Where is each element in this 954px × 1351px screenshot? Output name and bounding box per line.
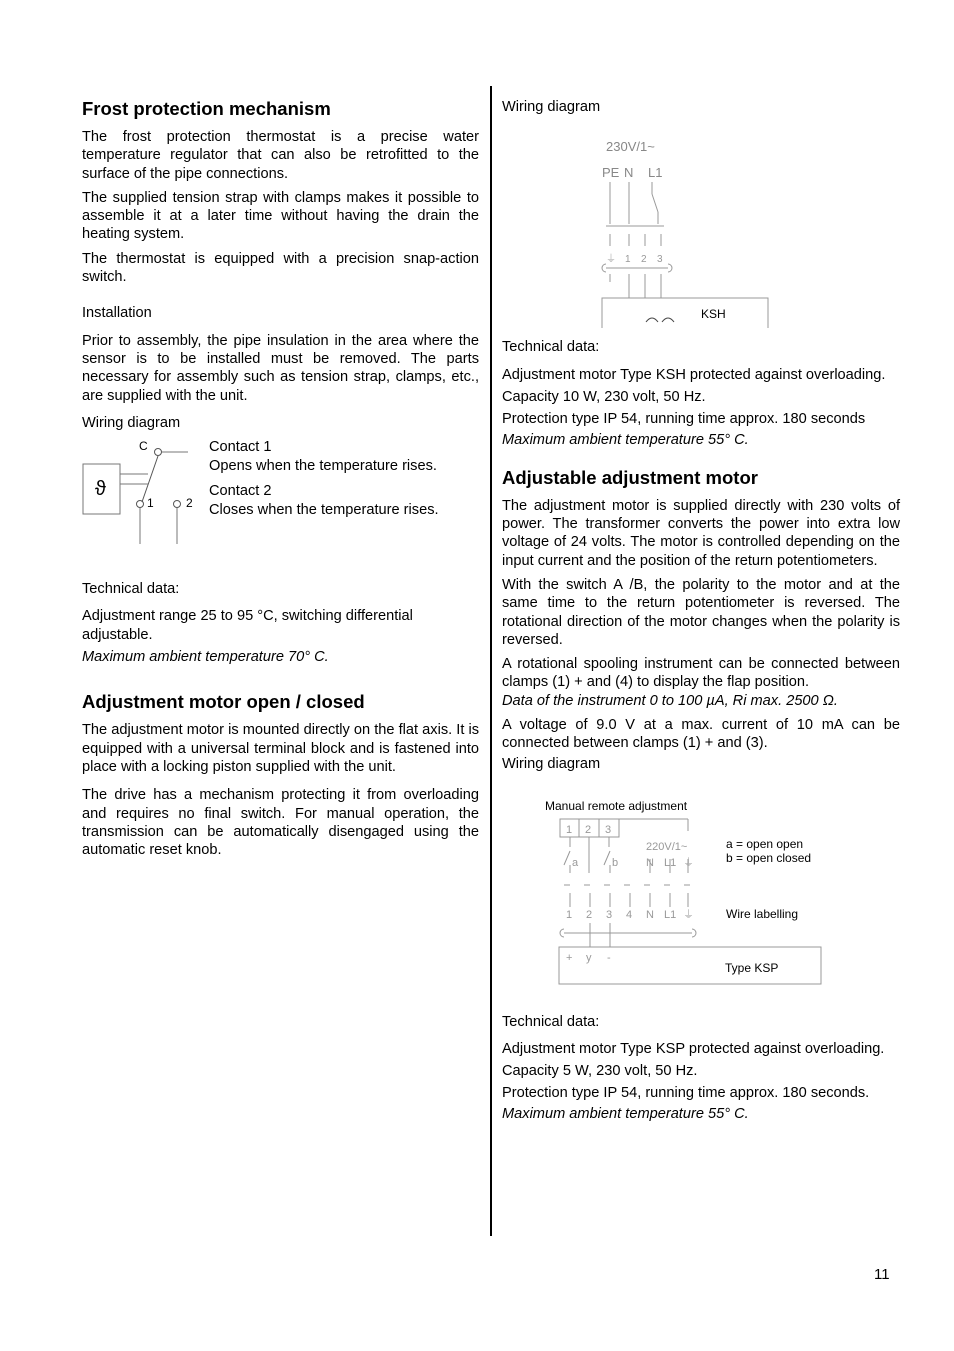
wire-4: 4: [626, 908, 633, 921]
ksp-wiring-block: [502, 773, 900, 1005]
svg-text:⏚: ⏚: [606, 254, 616, 266]
wire-l1: L1: [664, 908, 677, 921]
wiring-diagram-label-ksh: Wiring diagram: [502, 99, 601, 115]
thermostat-diagram: [82, 432, 202, 557]
wire-n: N: [646, 908, 654, 921]
adjustable-paragraph-3: A rotational spooling instrument can be connected between clamps (1) + and (4) to display the flap position.: [502, 656, 900, 691]
l1-label: L1: [648, 165, 663, 181]
minus-label: -: [607, 951, 611, 964]
frost-paragraph-3: The thermostat is equipped with a precision snap-action switch.: [82, 250, 479, 286]
motor-paragraph-1: The adjustment motor is mounted directly on the flat axis. It is equipped with a universal terminal block and is fastened into place with a locking piston supplied with the unit.: [82, 722, 479, 775]
tech-data-label: Technical data:: [82, 581, 180, 598]
terminal-1: 1: [625, 254, 631, 266]
wiring-diagram-label-ksp: Wiring diagram: [502, 755, 601, 772]
tech-data-label-ksh: Technical data:: [502, 339, 600, 356]
terminal-2: 2: [641, 254, 647, 266]
key-2: 2: [585, 823, 592, 836]
adjustable-paragraph-5: A voltage of 9.0 V at a max. current of 10 mA can be connected between clamps (1) + and (3).: [502, 717, 900, 752]
key-1: 1: [566, 823, 573, 836]
ksp-spec-1: Adjustment motor Type KSP protected against overloading.: [502, 1041, 885, 1058]
adjustable-paragraph-1: The adjustment motor is supplied directly with 230 volts of power. The transformer converts the power into extra low voltage of 24 volts. The motor is controlled depending on the input current and the position of the return potentiometers.: [502, 497, 900, 569]
left-column: [82, 88, 479, 859]
ksh-spec-4: Maximum ambient temperature 55° C.: [502, 432, 749, 449]
contact-2-title: Contact 2: [209, 483, 272, 500]
page-number: 11: [874, 1266, 890, 1283]
manual-remote-label: Manual remote adjustment: [545, 798, 688, 813]
right-column: [502, 88, 900, 1123]
ksp-spec-2: Capacity 5 W, 230 volt, 50 Hz.: [502, 1062, 698, 1079]
wire-3: 3: [606, 908, 613, 921]
n-label: N: [624, 165, 634, 181]
motor-symbol-icon: [646, 318, 674, 322]
tech-data-ambient: Maximum ambient temperature 70° C.: [82, 649, 329, 666]
motor-paragraph-2: The drive has a mechanism protecting it from overloading and requires no final switch. For manual operation, the transmission can be automatically disengaged using the automatic reset knob.: [82, 787, 479, 859]
contact-1-desc: Opens when the temperature rises.: [209, 457, 437, 474]
switch-b-label: b: [612, 856, 619, 869]
y-label: y: [586, 951, 592, 964]
frost-paragraph-2: The supplied tension strap with clamps makes it possible to assemble it at a later time without having the drain the heating system.: [82, 189, 479, 243]
label-1: 1: [147, 496, 154, 511]
plus-label: +: [566, 951, 573, 964]
contact-descriptions: [209, 438, 479, 519]
tech-data-label-ksp: Technical data:: [502, 1013, 600, 1030]
supply-label: 230V/1~: [606, 139, 655, 155]
adjustable-paragraph-4: Data of the instrument 0 to 100 µA, Ri max. 2500 Ω.: [502, 692, 838, 709]
ksp-supply-label: 220V/1~: [646, 840, 688, 853]
ksh-spec-2: Capacity 10 W, 230 volt, 50 Hz.: [502, 388, 706, 405]
contact-1-title: Contact 1: [209, 439, 272, 456]
label-2: 2: [186, 496, 193, 511]
label-c: C: [139, 439, 148, 454]
wiring-diagram-label: Wiring diagram: [82, 414, 181, 431]
wire-2: 2: [586, 908, 593, 921]
ksh-box-label: KSH: [701, 307, 726, 322]
ksp-spec-4: Maximum ambient temperature 55° C.: [502, 1106, 749, 1123]
ksp-spec-3: Protection type IP 54, running time approx. 180 seconds.: [502, 1084, 870, 1101]
contact-2-desc: Closes when the temperature rises.: [209, 502, 439, 519]
ksp-l1-label: L1: [664, 856, 677, 869]
pe-label: PE: [602, 165, 620, 181]
svg-text:⏚: ⏚: [683, 856, 694, 869]
switch-a-label: a: [572, 856, 579, 869]
adjustable-heading: Adjustable adjustment motor: [502, 466, 758, 488]
svg-text:⏚: ⏚: [683, 908, 694, 921]
ksh-wiring-block: [502, 116, 900, 328]
installation-paragraph: Prior to assembly, the pipe insulation in the area where the sensor is to be installed must be removed. The parts necessary for assembly such as tension strap, clamps, etc., are supplied with the unit.: [82, 332, 479, 404]
column-divider: [490, 86, 492, 1236]
ksh-spec-1: Adjustment motor Type KSH protected against overloading.: [502, 366, 886, 383]
legend-b: b = open closed: [726, 850, 812, 865]
thermostat-wiring-block: [82, 432, 479, 562]
wire-labelling: Wire labelling: [726, 906, 799, 921]
ksh-spec-3: Protection type IP 54, running time approx. 180 seconds: [502, 411, 866, 428]
theta-symbol: ϑ: [95, 478, 106, 501]
adjustable-paragraph-2: With the switch A /B, the polarity to the motor and at the same time to the return potentiometer is reversed. The rotational direction of the motor changes when the polarity is reversed.: [502, 576, 900, 648]
key-3: 3: [605, 823, 612, 836]
frost-paragraph-1: The frost protection thermostat is a precise water temperature regulator that can also be retrofitted to the surface of the pipe connections.: [82, 129, 479, 182]
installation-label: Installation: [82, 305, 152, 322]
legend-a: a = open open: [726, 836, 804, 851]
tech-data-range: Adjustment range 25 to 95 °C, switching differential adjustable.: [82, 608, 413, 643]
frost-heading: Frost protection mechanism: [82, 98, 331, 119]
type-ksp-label: Type KSP: [725, 960, 779, 975]
ksp-diagram: [502, 773, 900, 1003]
ksh-diagram: [502, 116, 782, 328]
wire-1: 1: [566, 908, 573, 921]
terminal-3: 3: [657, 254, 663, 266]
ksp-n-label: N: [646, 856, 654, 869]
motor-heading: Adjustment motor open / closed: [82, 691, 365, 713]
